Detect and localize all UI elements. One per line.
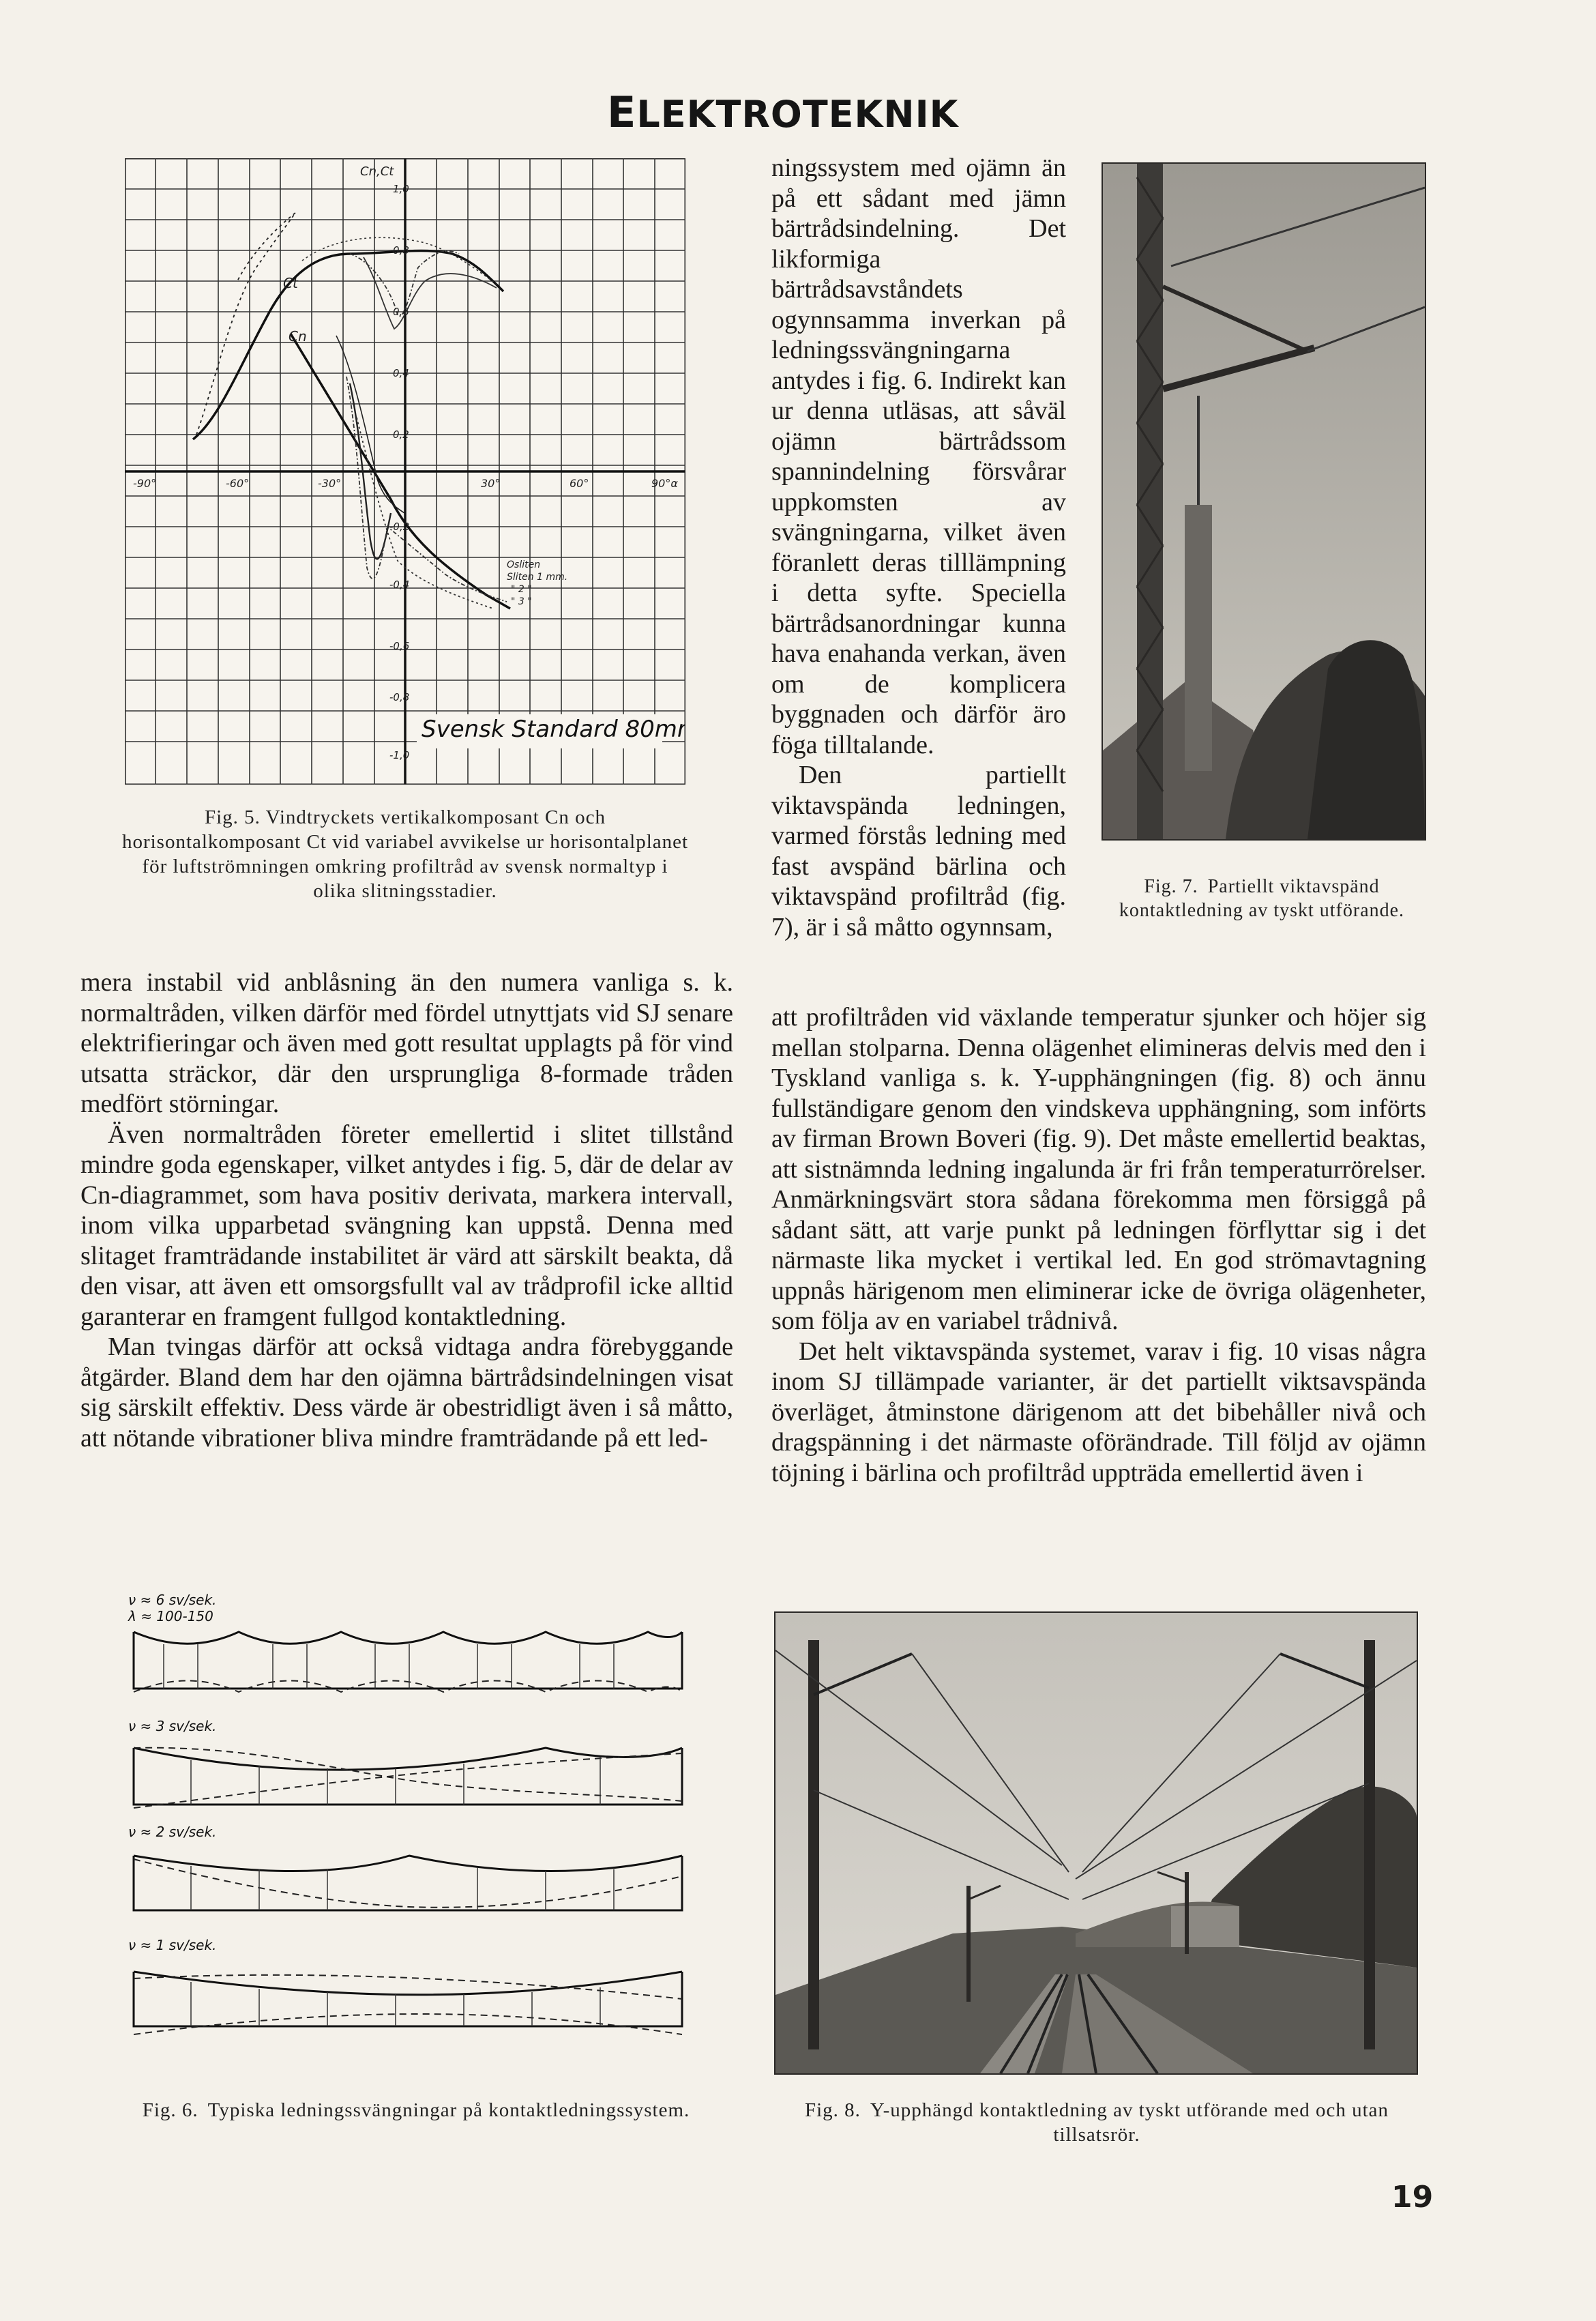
fig6-svg (123, 1590, 723, 2077)
fig5-ytick: -0,4 (389, 579, 410, 591)
fig6-label: ν ≈ 2 sv/sek. (128, 1824, 217, 1840)
fig5-ytick: 1,0 (393, 183, 409, 195)
right-column-text (771, 1002, 1426, 1488)
paragraph: Det helt viktavspända systemet, varav i fig. 10 visas några inom SJ tillämpade varianter, är det partiellt viktsavspända överläget, åtminstone därigenom att det bibehåller nivå och dragspänning i det närmaste oförändrade. Till följd av ojämn töjning i bärlina och profiltråd uppträda emellertid även i (771, 1337, 1426, 1487)
fig7-illustration (1103, 164, 1425, 839)
fig7-caption: Fig. 7. Partiellt viktavspänd kontaktledning av tyskt utförande. (1119, 876, 1405, 921)
middle-column-text (771, 153, 1066, 942)
fig6-label: ν ≈ 1 sv/sek. (128, 1937, 217, 1953)
fig5-ytick: -0,2 (389, 521, 410, 533)
fig5-axis-title: Cn,Ct (360, 164, 394, 179)
fig5-ytick: 0,4 (393, 367, 409, 379)
paragraph: att profiltråden vid växlande temperatur sjunker och höjer sig mellan stolparna. Denna olägenhet elimineras delvis med den i Tyskland vanliga s. k. Y-upphängningen (fig. 8) och ännu fullständigare genom den vindskeva upphängning, som införts av firman Brown Boveri (fig. 9). Det måste emellertid beaktas, att sistnämnda ledning ingalunda är fri från temperaturrörelser. Anmärkningsvärt stora sådana förekomma men försiggå på sådant sätt, att varje punkt på ledningen förflyttar sig i det närmaste lika mycket i vertikal led. En god strömavtagning uppnås härigenom men eliminerar icke de övriga olägenheter, som följa av en variabel trådnivå. (771, 1003, 1426, 1335)
paragraph: Man tvingas därför att också vidtaga andra förebyggande åtgärder. Bland dem har den ojämna bärtrådsindelningen visat sig särskilt effektiv. Dess värde är obestridligt även i så måtto, att nötande vibrationer bliva mindre framträdande på ett led- (80, 1332, 733, 1453)
fig7-photo (1102, 162, 1426, 841)
fig6-label: λ ≈ 100-150 (128, 1608, 213, 1624)
fig5-cn-label: Cn (289, 328, 307, 345)
fig8-illustration (775, 1613, 1417, 2073)
fig6-label: ν ≈ 6 sv/sek. (128, 1592, 217, 1608)
fig5-ytick: 0,2 (393, 428, 409, 441)
fig5-legend-item: Sliten 1 mm. (507, 572, 568, 583)
fig5-xtick: -30° (318, 477, 342, 490)
fig5-ytick: -0,8 (389, 691, 410, 703)
fig5-xtick: 90°α (651, 477, 678, 490)
fig5-xtick: -60° (226, 477, 250, 490)
fig5-chart (125, 158, 685, 785)
left-column-text (80, 967, 733, 1453)
fig5-xtick: 30° (481, 477, 501, 490)
paragraph: Även normaltråden företer emellertid i slitet tillstånd mindre goda egenskaper, vilket antydes i fig. 5, där de delar av Cn-diagrammet, som hava positiv derivata, markera intervall, inom vilka upparbetad svängning kan uppstå. Denna med slitaget framträdande instabilitet är värd att särskilt beakta, då den visar, att även ett omsorgsfullt val av trådprofil icke alltid garanterar en framgent fullgod kontaktledning. (80, 1120, 733, 1331)
fig5-legend-item: Osliten (507, 559, 541, 570)
running-header: ELEKTROTEKNIK (607, 87, 959, 137)
fig6-caption: Fig. 6. Typiska ledningssvängningar på kontaktledningssystem. (142, 2099, 690, 2121)
paragraph: ningssystem med ojämn än på ett sådant med jämn bärtrådsindelning. Det likformiga bärtrådsavståndets ogynnsamma inverkan på ledningssvängningarna antydes i fig. 6. Indirekt kan ur denna utläsas, att såväl ojämn bärtrådssom spannindelning försvårar uppkomsten av svängningarna, vilket även föranlett deras tilllämpning i detta syfte. Speciella bärtrådsanordningar kunna hava enahanda verkan, även om de komplicera byggnaden och därför äro föga tilltalande. (771, 154, 1066, 759)
fig8-caption: Fig. 8. Y-upphängd kontaktledning av tyskt utförande med och utan tillsatsrör. (804, 2099, 1389, 2146)
fig5-svg (125, 158, 685, 785)
fig6-label: ν ≈ 3 sv/sek. (128, 1718, 217, 1734)
fig5-xtick: -90° (133, 477, 157, 490)
fig5-legend-item: " 2 " (511, 584, 532, 595)
fig5-standard-label: Svensk Standard 80mm² (422, 716, 685, 743)
fig5-ct-label: Ct (283, 275, 298, 291)
fig5-legend-item: " 3 " (511, 596, 532, 607)
fig5-caption: Fig. 5. Vindtryckets vertikalkomposant Cn och horisontalkomposant Ct vid variabel avvikelse ur horisontalplanet för luftströmningen omkring profiltråd av svensk normaltyp i olika slitningsstadier. (121, 806, 689, 902)
fig5-ytick: 0,8 (393, 244, 409, 257)
fig8-photo (774, 1611, 1418, 2075)
page-number: 19 (1391, 2180, 1434, 2215)
paragraph: Den partiellt viktavspända ledningen, varmed förstås ledning med fast avspänd bärlina och viktavspänd profiltråd (fig. 7), är i så måtto ogynnsam, (771, 761, 1066, 941)
paragraph: mera instabil vid anblåsning än den numera vanliga s. k. normaltråden, vilken därför med fördel utnyttjats vid SJ senare elektrifieringar och även med gott resultat upplagts på för vind utsatta sträckor, där den ursprungliga 8-formade tråden medfört störningar. (80, 968, 733, 1118)
fig6-diagram (123, 1590, 723, 2077)
fig5-xtick: 60° (570, 477, 589, 490)
fig5-ytick: -1,0 (389, 749, 410, 761)
fig5-ytick: 0,6 (393, 306, 409, 318)
fig5-ytick: -0,6 (389, 640, 410, 652)
